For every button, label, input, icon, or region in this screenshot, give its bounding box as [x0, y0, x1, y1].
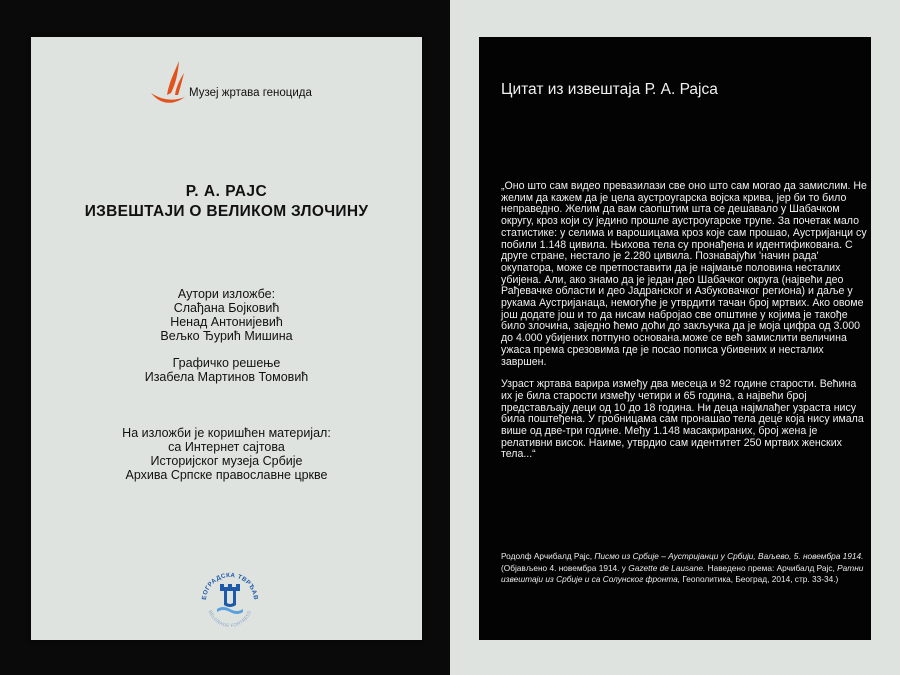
- design-block: [31, 356, 422, 384]
- authors-block: [31, 287, 422, 343]
- material-source: Историјског музеја Србије: [150, 454, 303, 468]
- designer-name: Изабела Мартинов Томовић: [144, 370, 309, 384]
- fortress-name-text: ЕОГРАДСКА ТВРЂАВ: [200, 571, 260, 601]
- fortress-latin-text: BELGRADE FORTRESS: [207, 609, 253, 629]
- citation-gazette: Gazette de Lausane.: [628, 562, 706, 573]
- author-title: Р. А. РАЈС: [185, 183, 268, 200]
- citation-publication: (Објављено 4. новембра 1914. у: [501, 562, 626, 573]
- citation-tail: Геополитика, Београд, 2014, стр. 33-34.): [682, 574, 839, 584]
- quote-title: Цитат из извештаја Р. А. Рајса: [501, 81, 718, 98]
- quote-paragraph: „Оно што сам видео превазилази све оно што сам могао да замислим. Не желим да кажем да је цела аустроугарска војска крива, јер би то било неправедно. Желим да вам саопштим шта се дешавало у Шабачком округу, кроз који су једино прошле аустроугарске трупе. За почетак мало статистике: у селима и варошицама кроз које сам прошао, Аустријанци су побили 1.148 цивила. Њихова тела су пронађена и идентификована. С друге стране, нестало је 2.280 цивила. Познавајући 'начин рада' окупатора, може се претпоставити да је најмање половина несталих убијена. Али, ако знамо да је један део Шабачког округа (највећи део Рађевачке области и део Јадранског и Азбуковачког региона) и даље у рукама Аустријанаца, немогуће је утврдити тачан број мртвих. Ако овоме још додате још и то да нисам набројао све општине у којима је такође било злочина, заједно ћемо доћи до закључка да је моја цифра од 3.000 до 4.000 убијених потпуно основана.може се већ замислити величина ужаса према срезовима где је посао пописа убивених и несталих завршен.: [501, 180, 867, 368]
- museum-logo: [149, 57, 329, 117]
- citation-book: Ратни извештаји из Србије и са Солунског фронта,: [501, 562, 864, 584]
- quote-panel: [479, 37, 871, 640]
- authors-label: Аутори изложбе:: [177, 287, 276, 301]
- citation-cited: Наведено према: Арчибалд Рајс,: [707, 562, 835, 573]
- fortress-emblem-icon: [197, 565, 263, 631]
- museum-name: Музеј жртава геноцида: [189, 87, 312, 99]
- material-source: са Интернет сајтова: [168, 440, 285, 454]
- author-name: Вељко Ђурић Мишина: [160, 329, 293, 343]
- exhibition-credits-panel: [31, 37, 422, 640]
- materials-label: На изложби је коришћен материјал:: [122, 426, 331, 440]
- design-label: Графичко решење: [172, 356, 281, 370]
- citation: [501, 551, 865, 586]
- author-name: Слађана Бојковић: [173, 301, 280, 315]
- material-source: Архива Српске православне цркве: [125, 468, 328, 482]
- quote-paragraph: Узраст жртава варира између два месеца и 92 године старости. Већина их је била старости између четири и 65 година, а највећи број представљају деци од 10 до 18 година. Ни деца најмлађег узраста нису била поштеђена. У гробницама сам пронашао тела деце која нису имала више од две-три године. Међу 1.148 масакрираних, број жена је релативни висок. Наиме, утврдио сам идентитет 250 мртвих женских тела...“: [501, 378, 864, 461]
- quote-body: [501, 181, 869, 472]
- exhibition-title: ИЗВЕШТАЈИ О ВЕЛИКОМ ЗЛОЧИНУ: [84, 203, 369, 220]
- author-name: Ненад Антонијевић: [170, 315, 283, 329]
- belgrade-fortress-logo: [197, 565, 263, 631]
- materials-block: [31, 426, 422, 482]
- citation-author: Родолф Арчибалд Рајс,: [501, 551, 593, 561]
- citation-work: Писмо из Србије – Аустријанци у Србији, Ваљево, 5. новембра 1914.: [594, 551, 864, 561]
